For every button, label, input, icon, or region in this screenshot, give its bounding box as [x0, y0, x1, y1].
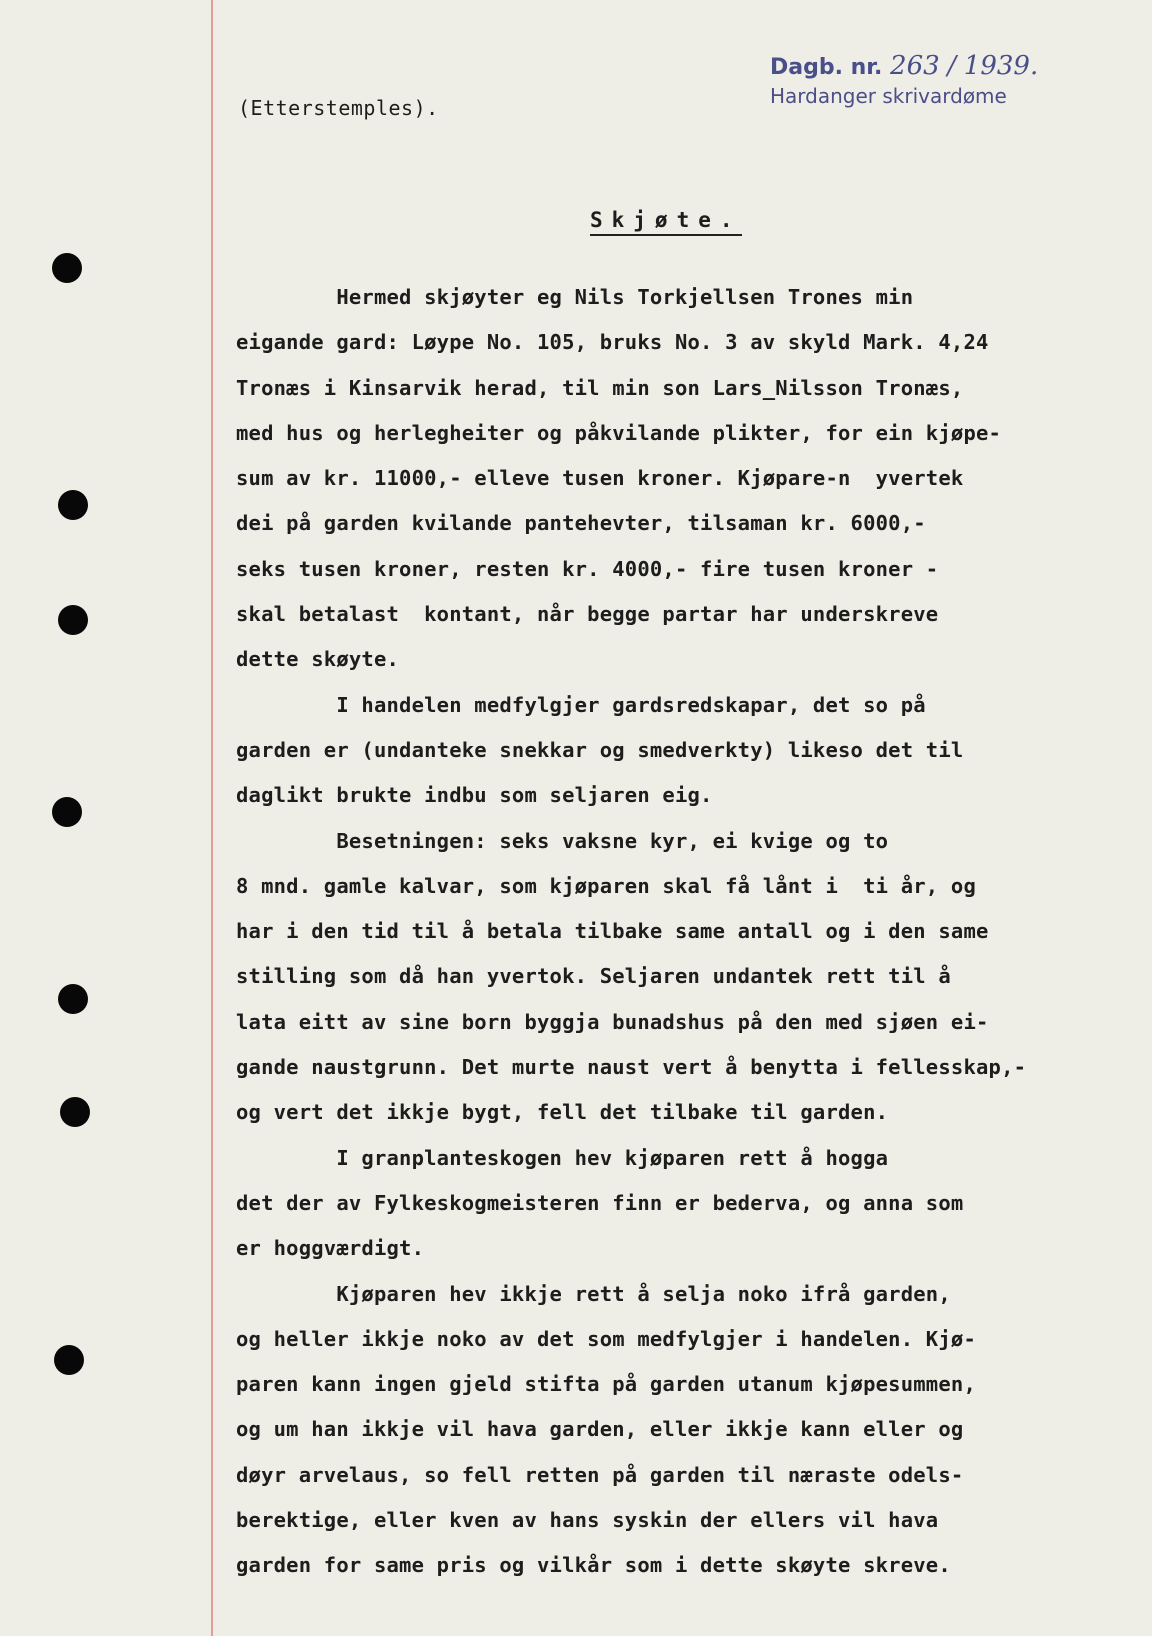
text-line: paren kann ingen gjeld stifta på garden utanum kjøpesummen,	[236, 1372, 976, 1397]
stamp-prefix: Dagb. nr.	[770, 55, 883, 80]
text-line: stilling som då han yvertok. Seljaren undantek rett til å	[236, 964, 951, 989]
stamp-office: Hardanger skrivardøme	[770, 84, 1007, 108]
punch-hole	[52, 797, 82, 827]
text-line: og um han ikkje vil hava garden, eller ikkje kann eller og	[236, 1417, 964, 1442]
stamp-number: 263	[890, 51, 940, 81]
text-line: Kjøparen hev ikkje rett å selja noko ifrå garden,	[236, 1281, 951, 1306]
header-note: (Etterstemples).	[238, 96, 439, 120]
text-line: sum av kr. 11000,- elleve tusen kroner. Kjøpare-n yvertek	[236, 466, 964, 491]
text-line: 8 mnd. gamle kalvar, som kjøparen skal få lånt i ti år, og	[236, 873, 976, 898]
text-line: døyr arvelaus, so fell retten på garden til næraste odels-	[236, 1462, 964, 1487]
punch-hole	[58, 984, 88, 1014]
punch-hole	[52, 253, 82, 283]
text-line: Tronæs i Kinsarvik herad, til min son Lars_Nilsson Tronæs,	[236, 375, 964, 400]
text-line: og heller ikkje noko av det som medfylgjer i handelen. Kjø-	[236, 1326, 976, 1351]
stamp-year: 1939.	[963, 51, 1039, 81]
text-line: lata eitt av sine born byggja bunadshus på den med sjøen ei-	[236, 1009, 989, 1034]
text-line: Hermed skjøyter eg Nils Torkjellsen Trones min	[236, 285, 914, 309]
text-line: daglikt brukte indbu som seljaren eig.	[236, 783, 713, 808]
text-line: med hus og herlegheiter og påkvilande plikter, for ein kjøpe-	[236, 420, 1002, 445]
document-title: Skjøte.	[590, 208, 742, 236]
text-line: I granplanteskogen hev kjøparen rett å hogga	[236, 1145, 889, 1170]
text-line: eigande gard: Løype No. 105, bruks No. 3 av skyld Mark. 4,24	[236, 330, 989, 355]
punch-hole	[58, 490, 88, 520]
punch-hole	[58, 605, 88, 635]
text-line: I handelen medfylgjer gardsredskapar, det so på	[236, 692, 926, 717]
stamp-separator: /	[947, 51, 957, 81]
text-line: gande naustgrunn. Det murte naust vert å benytta i fellesskap,-	[236, 1055, 1027, 1080]
document-body	[236, 275, 1086, 1589]
text-line: garden for same pris og vilkår som i dette skøyte skreve.	[236, 1553, 951, 1578]
margin-line	[211, 0, 213, 1636]
text-line: har i den tid til å betala tilbake same antall og i den same	[236, 919, 989, 944]
punch-hole	[60, 1097, 90, 1127]
punch-hole	[54, 1345, 84, 1375]
text-line: garden er (undanteke snekkar og smedverkty) likeso det til	[236, 737, 964, 762]
text-line: skal betalast kontant, når begge partar har underskreve	[236, 602, 939, 627]
text-line: dette skøyte.	[236, 647, 400, 672]
text-line: det der av Fylkeskogmeisteren finn er bederva, og anna som	[236, 1190, 964, 1215]
text-line: Besetningen: seks vaksne kyr, ei kvige og to	[236, 828, 889, 853]
text-line: berektige, eller kven av hans syskin der ellers vil hava	[236, 1508, 939, 1533]
text-line: seks tusen kroner, resten kr. 4000,- fire tusen kroner -	[236, 556, 939, 581]
text-line: og vert det ikkje bygt, fell det tilbake til garden.	[236, 1100, 889, 1125]
registry-stamp	[770, 52, 1038, 110]
text-line: er hoggværdigt.	[236, 1236, 425, 1261]
text-line: dei på garden kvilande pantehevter, tilsaman kr. 6000,-	[236, 511, 926, 536]
